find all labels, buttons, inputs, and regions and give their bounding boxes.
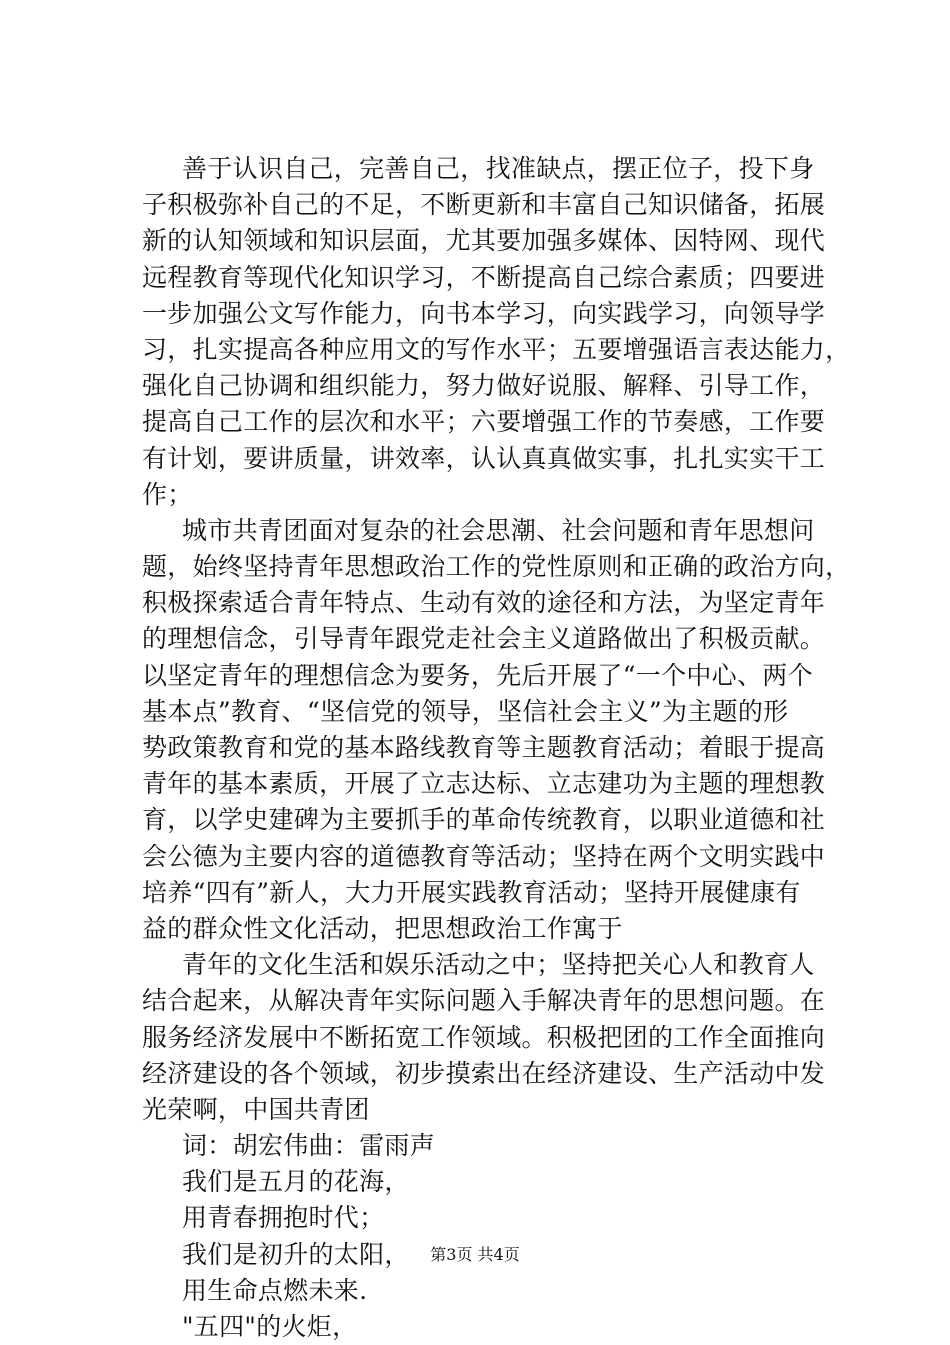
text-line: 势政策教育和党的基本路线教育等主题教育活动；着眼于提高 bbox=[142, 733, 826, 762]
text-line: 用青春拥抱时代； bbox=[182, 1203, 385, 1233]
text-line: 题，始终坚持青年思想政治工作的党性原则和正确的政治方向， bbox=[142, 552, 851, 582]
text-line: 经济建设的各个领域，初步摸索出在经济建设、生产活动中发 bbox=[142, 1058, 826, 1088]
text-line: 习，扎实提高各种应用文的写作水平；五要增强语言表达能力， bbox=[142, 334, 851, 364]
page-footer: 第3页 共4页 bbox=[430, 1245, 520, 1264]
text-line: 我们是五月的花海， bbox=[182, 1167, 410, 1197]
text-line: 光荣啊，中国共青团 bbox=[142, 1094, 370, 1124]
text-line: 新的认知领域和知识层面，尤其要加强多媒体、因特网、现代 bbox=[142, 226, 826, 256]
text-line: 青年的基本素质，开展了立志达标、立志建功为主题的理想教 bbox=[142, 769, 826, 799]
body-text bbox=[142, 151, 852, 1345]
text-line: 词：胡宏伟曲：雷雨声 bbox=[182, 1131, 436, 1161]
text-line: 用生命点燃未来. bbox=[182, 1275, 368, 1305]
text-line: 结合起来，从解决青年实际问题入手解决青年的思想问题。在 bbox=[142, 986, 826, 1016]
text-line: 的理想信念，引导青年跟党走社会主义道路做出了积极贡献。 bbox=[142, 624, 826, 654]
text-line: 提高自己工作的层次和水平；六要增强工作的节奏感，工作要 bbox=[142, 407, 826, 437]
text-line: 强化自己协调和组织能力，努力做好说服、解释、引导工作， bbox=[142, 371, 826, 401]
text-line: 育，以学史建碑为主要抓手的革命传统教育，以职业道德和社 bbox=[142, 805, 826, 835]
text-line: 基本点”教育、“坚信党的领导，坚信社会主义”为主题的形 bbox=[142, 696, 789, 726]
text-line: 培养“四有”新人，大力开展实践教育活动；坚持开展健康有 bbox=[142, 877, 801, 907]
text-line: 我们是初升的太阳， bbox=[182, 1239, 410, 1269]
text-line: 善于认识自己，完善自己，找准缺点，摆正位子，投下身 bbox=[182, 154, 815, 183]
text-line: 服务经济发展中不断拓宽工作领域。积极把团的工作全面推向 bbox=[142, 1022, 826, 1052]
text-line: 以坚定青年的理想信念为要务，先后开展了“一个中心、两个 bbox=[142, 660, 813, 690]
text-line: 作； bbox=[142, 479, 193, 509]
text-line: 城市共青团面对复杂的社会思潮、社会问题和青年思想问 bbox=[182, 515, 815, 545]
text-line: 子积极弥补自己的不足，不断更新和丰富自己知识储备，拓展 bbox=[142, 190, 826, 220]
text-line: 益的群众性文化活动，把思想政治工作寓于 bbox=[142, 913, 623, 943]
text-line: 会公德为主要内容的道德教育等活动；坚持在两个文明实践中 bbox=[142, 841, 826, 871]
text-line: 一步加强公文写作能力，向书本学习，向实践学习，向领导学 bbox=[142, 298, 826, 328]
text-line: 有计划，要讲质量，讲效率，认认真真做实事，扎扎实实干工 bbox=[142, 443, 826, 473]
text-line: 青年的文化生活和娱乐活动之中；坚持把关心人和教育人 bbox=[182, 950, 815, 980]
text-line: "五四"的火炬， bbox=[182, 1312, 358, 1341]
text-line: 远程教育等现代化知识学习，不断提高自己综合素质；四要进 bbox=[142, 262, 826, 292]
text-line: 积极探索适合青年特点、生动有效的途径和方法，为坚定青年 bbox=[142, 588, 826, 618]
